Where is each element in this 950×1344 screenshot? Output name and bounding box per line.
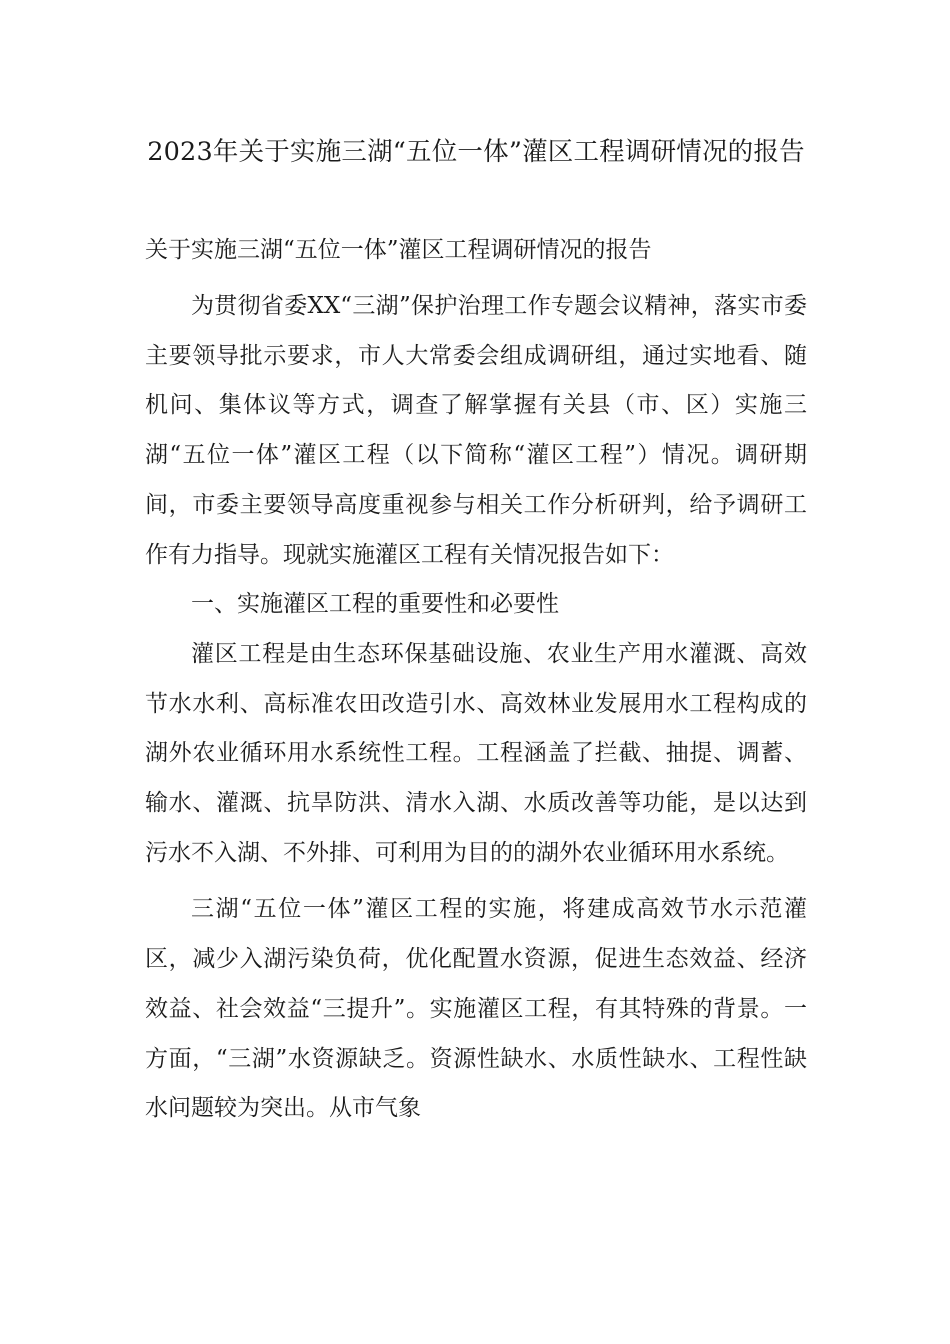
section-heading-1: 一、实施灌区工程的重要性和必要性: [191, 591, 559, 618]
document-title: 2023年关于实施三湖“五位一体”灌区工程调研情况的报告: [147, 137, 805, 167]
paragraph-definition: 灌区工程是由生态环保基础设施、农业生产用水灌溉、高效节水水利、高标准农田改造引水、高效林业发展用水工程构成的湖外农业循环用水系统性工程。工程涵盖了拦截、抽提、调蓄、输水、灌溉、抗旱防洪、清水入湖、水质改善等功能，是以达到污水不入湖、不外排、可利用为目的的湖外农业循环用水系统。: [145, 640, 807, 866]
paragraph-intro: 为贯彻省委XX“三湖”保护治理工作专题会议精神，落实市委主要领导批示要求，市人大常委会组成调研组，通过实地看、随机问、集体议等方式，调查了解掌握有关县（市、区）实施三湖“五位一体”灌区工程（以下简称“灌区工程”）情况。调研期间，市委主要领导高度重视参与相关工作分析研判，给予调研工作有力指导。现就实施灌区工程有关情况报告如下：: [145, 293, 807, 568]
document-subtitle: 关于实施三湖“五位一体”灌区工程调研情况的报告: [145, 237, 652, 263]
document-body: [145, 282, 807, 1134]
paragraph-background: 三湖“五位一体”灌区工程的实施，将建成高效节水示范灌区，减少入湖污染负荷，优化配置水资源，促进生态效益、经济效益、社会效益“三提升”。实施灌区工程，有其特殊的背景。一方面，“三湖”水资源缺乏。资源性缺水、水质性缺水、工程性缺水问题较为突出。从市气象: [145, 896, 807, 1122]
